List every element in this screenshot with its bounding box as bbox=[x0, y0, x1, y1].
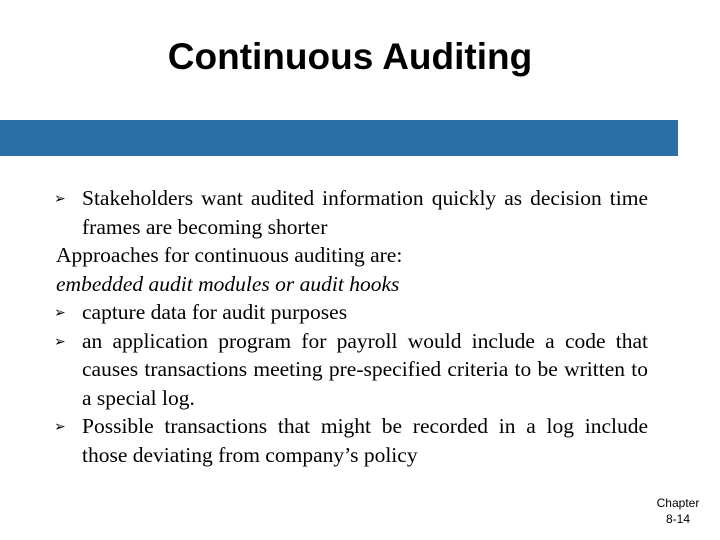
approaches-line: Approaches for continuous auditing are: bbox=[56, 243, 403, 267]
slide-title: Continuous Auditing bbox=[167, 36, 533, 77]
arrowhead-right-icon: ➢ bbox=[54, 191, 66, 207]
bullet-text: an application program for payroll would include a code that causes transactions meeting pre-specified criteria to be written to a special log. bbox=[82, 328, 648, 410]
bullet-item bbox=[56, 184, 648, 241]
title-accent-band bbox=[0, 120, 678, 156]
modules-line: embedded audit modules or audit hooks bbox=[56, 271, 400, 296]
bullet-item bbox=[56, 327, 648, 413]
arrowhead-right-icon: ➢ bbox=[54, 419, 66, 435]
chapter-label: Chapter bbox=[656, 496, 700, 510]
page-number: 8-14 bbox=[665, 512, 691, 526]
chapter-footer bbox=[648, 495, 708, 527]
arrowhead-right-icon: ➢ bbox=[54, 333, 66, 350]
bullet-text: Stakeholders want audited information quickly as decision time frames are becoming shorter bbox=[82, 186, 648, 239]
bullet-text: Possible transactions that might be recorded in a log include those deviating from company’s policy bbox=[82, 414, 648, 467]
bullet-text: capture data for audit purposes bbox=[82, 300, 348, 324]
bullet-item bbox=[56, 298, 648, 327]
slide-body bbox=[56, 184, 648, 469]
bullet-item bbox=[56, 412, 648, 469]
arrowhead-right-icon: ➢ bbox=[54, 305, 66, 321]
